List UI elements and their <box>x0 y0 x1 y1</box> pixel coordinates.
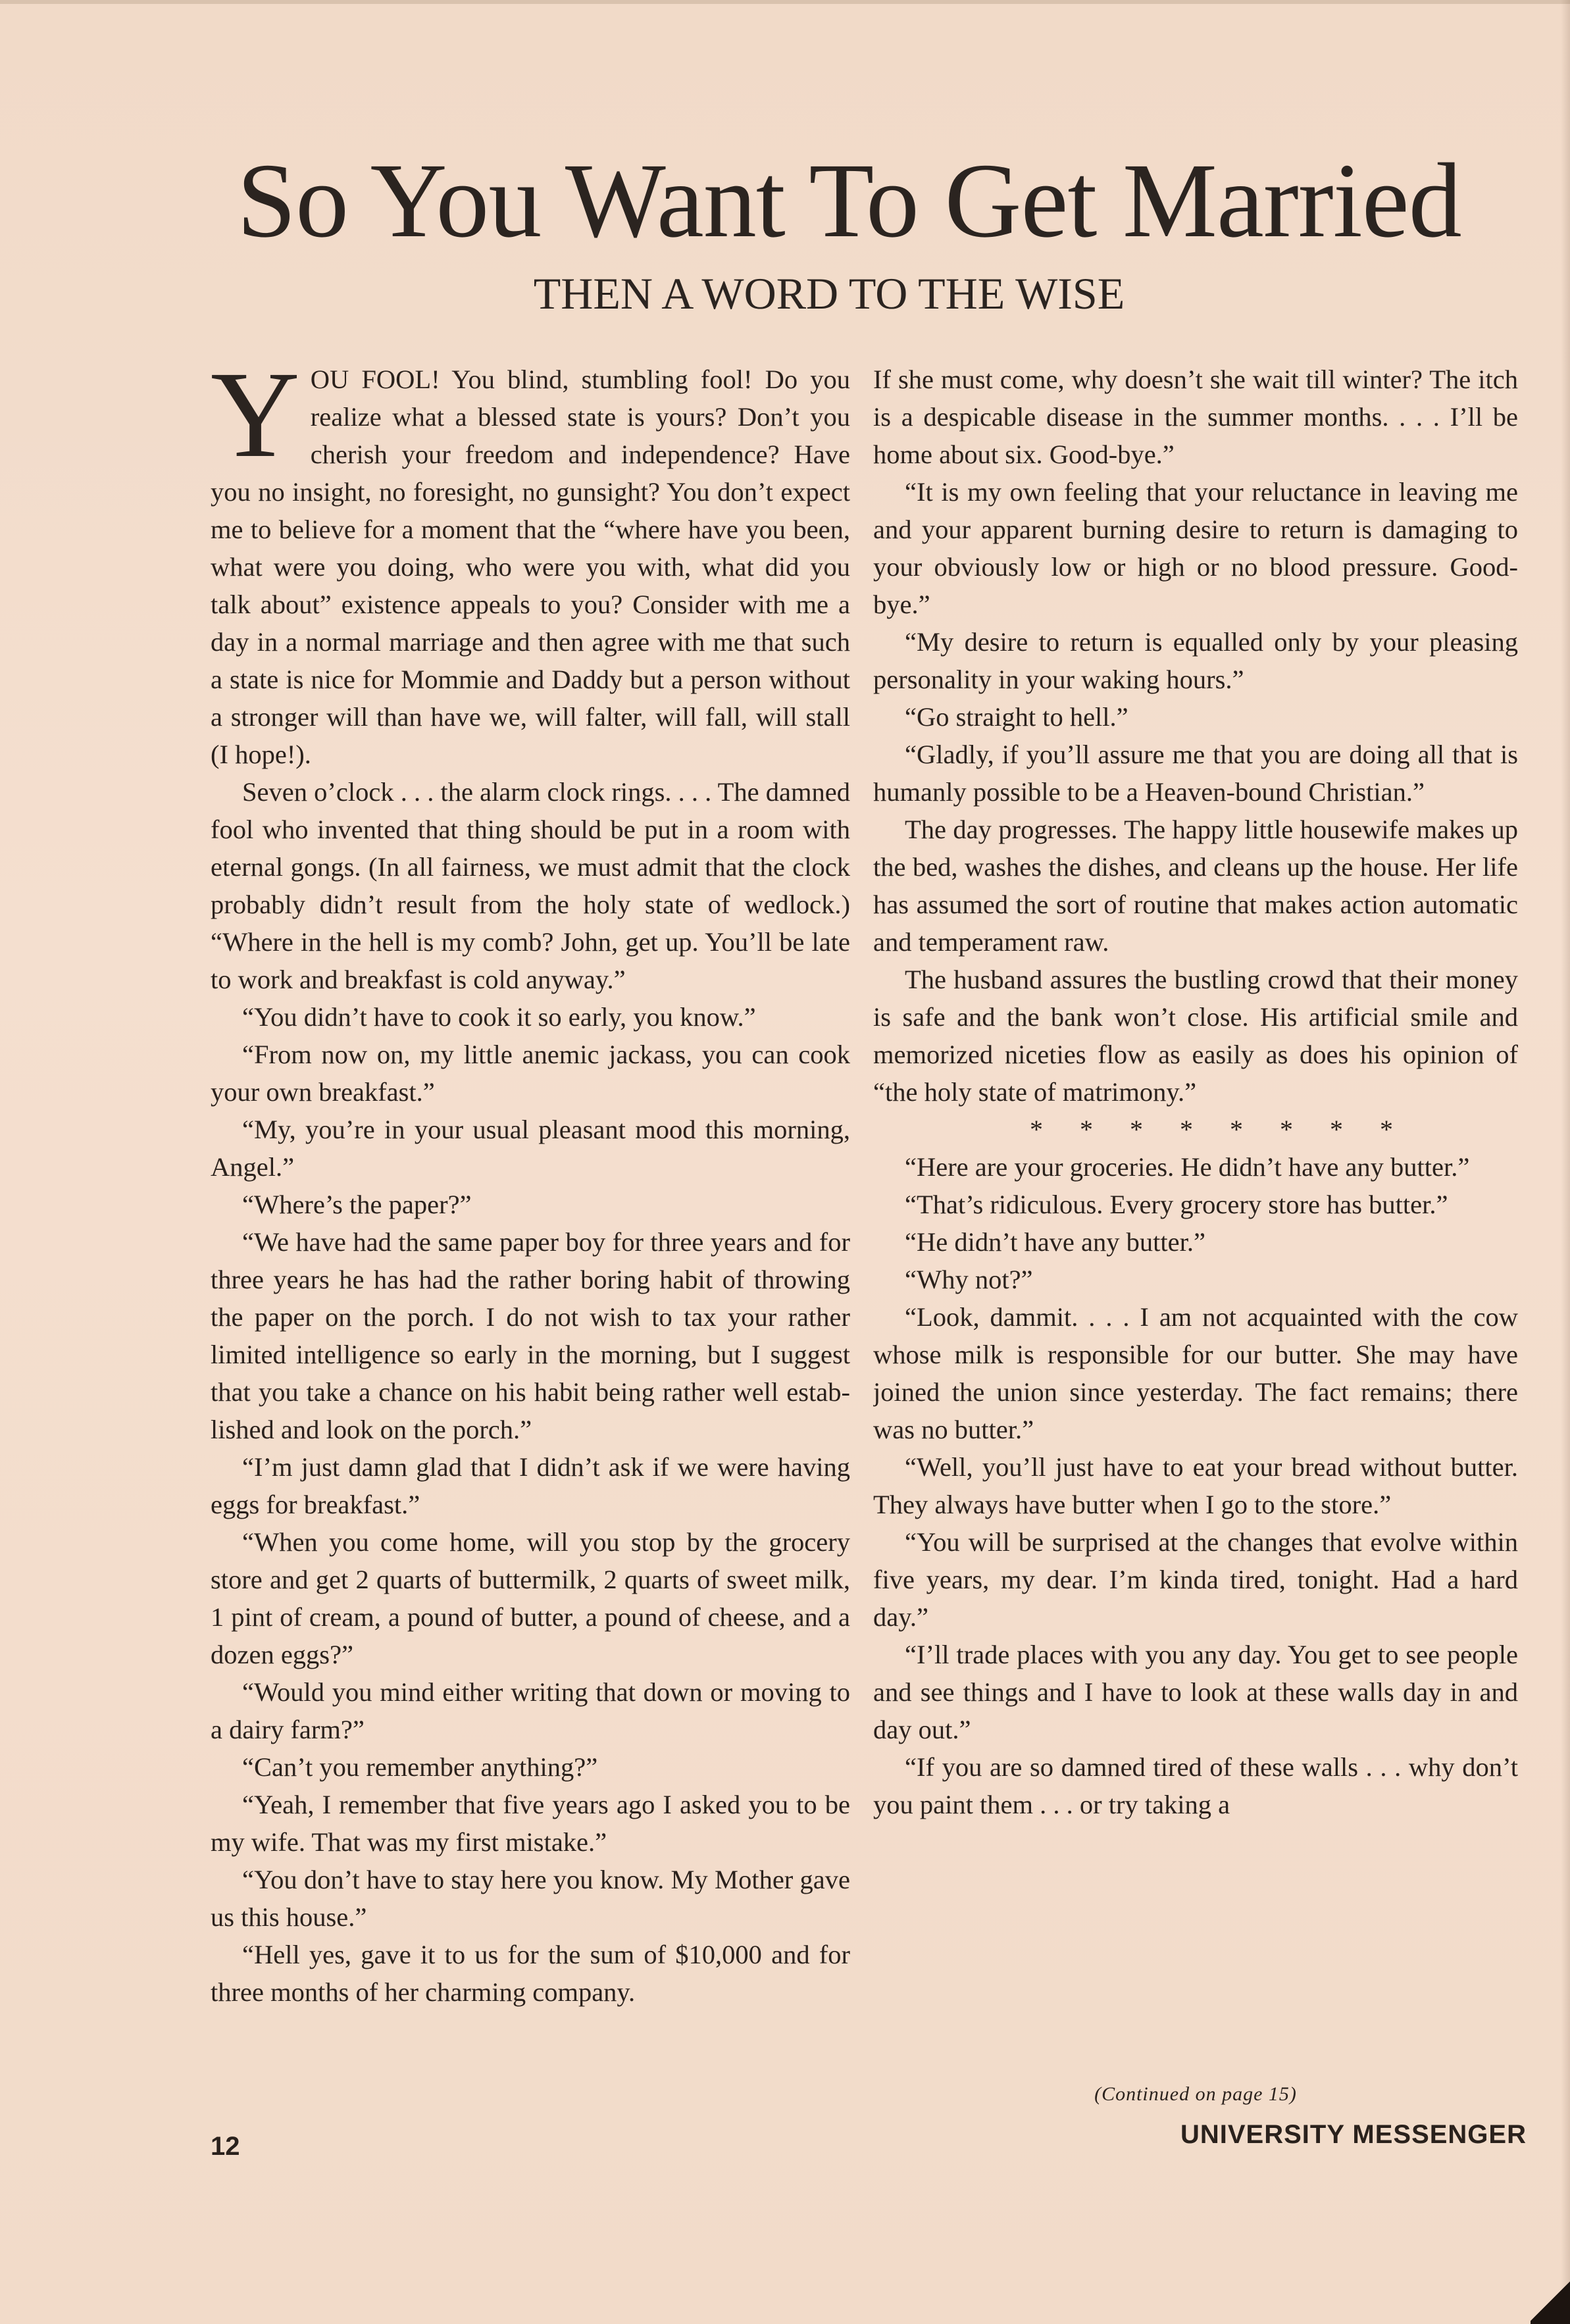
continued-note: (Continued on page 15) <box>1094 2083 1297 2105</box>
paragraph: “It is my own feeling that your reluctance in leaving me and your apparent burning desire to return is damaging to your obviously low or high or no blood pressure. Good-bye.” <box>873 477 1518 619</box>
paragraph: “You will be surprised at the changes that evolve within five years, my dear. I’m kinda tired, tonight. Had a hard day.” <box>873 1527 1518 1632</box>
paragraph: “You didn’t have to cook it so early, you know.” <box>242 1002 756 1032</box>
paragraph: “You don’t have to stay here you know. My Mother gave us this house.” <box>211 1865 850 1932</box>
right-column <box>873 361 1518 2084</box>
paragraph: “I’m just damn glad that I didn’t ask if we were having eggs for breakfast.” <box>211 1452 850 1519</box>
paragraph: “Go straight to hell.” <box>905 702 1128 732</box>
article-subtitle: THEN A WORD TO THE WISE <box>533 268 1125 318</box>
drop-cap: Y <box>211 361 300 483</box>
paragraph: “Yeah, I remember that five years ago I asked you to be my wife. That was my first mistake.” <box>211 1790 850 1857</box>
paragraph: “Look, dammit. . . . I am not acquainted with the cow whose milk is responsible for our butter. She may have joined the union since yesterday. The fact remains; there was no butter.” <box>873 1302 1518 1444</box>
paragraph: “He didn’t have any butter.” <box>905 1227 1205 1257</box>
page-corner-fold <box>1531 2278 1570 2324</box>
paragraph: “Would you mind either writing that down or moving to a dairy farm?” <box>211 1677 850 1744</box>
paragraph: “Well, you’ll just have to eat your bread without butter. They always have butter when I go to the store.” <box>873 1452 1518 1519</box>
paragraph: “I’ll trade places with you any day. You get to see people and see things and I have to look at these walls day in and day out.” <box>873 1640 1518 1744</box>
paragraph: If she must come, why doesn’t she wait till winter? The itch is a despicable disease in the summer months. . . . I’ll be home about six. Good-bye.” <box>873 365 1518 469</box>
paragraph: “If you are so damned tired of these walls . . . why don’t you paint them . . . or try taking a <box>873 1752 1518 1819</box>
paragraph: The husband assures the bustling crowd that their money is safe and the bank won’t close. His artificial smile and memorized niceties flow as easily as does his opinion of “the holy state of matrimony.” <box>873 965 1518 1107</box>
paragraph: “Where’s the paper?” <box>242 1190 472 1219</box>
opening-paragraph-text: OU FOOL! You blind, stumbling fool! Do you realize what a blessed state is yours? Don’t you cherish your freedom and independence? Have you no insight, no foresight, no gunsight? You don’t expect me to believe for a moment that the “where have you been, what were you doing, who were you with, what did you talk about” existence appeals to you? Consider with me a day in a normal marriage and then agree with me that such a state is nice for Mommie and Daddy but a person without a stronger will than have we, will falter, will fall, will stall (I hope!). <box>211 365 850 769</box>
paragraph: “My desire to return is equalled only by your pleasing personality in your waking hours.” <box>873 627 1518 694</box>
left-column <box>211 361 850 2084</box>
paragraph: “Gladly, if you’ll assure me that you are doing all that is humanly possible to be a Heaven-bound Christian.” <box>873 740 1518 807</box>
paragraph: “That’s ridiculous. Every grocery store has butter.” <box>905 1190 1448 1219</box>
publication-name: UNIVERSITY MESSENGER <box>1180 2120 1527 2149</box>
section-break: * * * * * * * * <box>1030 1115 1393 1144</box>
paragraph: “From now on, my little anemic jackass, you can cook your own breakfast.” <box>211 1040 850 1107</box>
page-right-shadow <box>1561 0 1570 2324</box>
paragraph: The day progresses. The happy little housewife makes up the bed, washes the dishes, and cleans up the house. Her life has assumed the sort of routine that makes action automatic and temperament raw. <box>873 815 1518 957</box>
page-top-edge <box>0 0 1570 4</box>
article-title: So You Want To Get Married <box>237 142 1461 260</box>
page-number: 12 <box>211 2132 240 2161</box>
paragraph: “Here are your groceries. He didn’t have any butter.” <box>905 1152 1470 1182</box>
paragraph: “We have had the same paper boy for three years and for three years he has had the rather boring habit of throwing the paper on the porch. I do not wish to tax your rather limited intelligence so early in the morning, but I suggest that you take a chance on his habit being rather well established and look on the porch.” <box>211 1227 850 1444</box>
paragraph: “When you come home, will you stop by the grocery store and get 2 quarts of buttermilk, 2 quarts of sweet milk, 1 pint of cream, a pound of butter, a pound of cheese, and a dozen eggs?” <box>211 1527 850 1669</box>
paragraph: Seven o’clock . . . the alarm clock rings. . . . The damned fool who invented that thing should be put in a room with eternal gongs. (In all fairness, we must admit that the clock probably didn’t result from the holy state of wedlock.) “Where in the hell is my comb? John, get up. You’ll be late to work and breakfast is cold anyway.” <box>211 777 850 994</box>
paragraph: “My, you’re in your usual pleasant mood this morning, Angel.” <box>211 1115 850 1182</box>
paragraph: “Can’t you remember anything?” <box>242 1752 598 1782</box>
opening-paragraph <box>211 361 850 773</box>
paragraph: “Why not?” <box>905 1265 1033 1294</box>
paragraph: “Hell yes, gave it to us for the sum of $10,000 and for three months of her charming company. <box>211 1940 850 2007</box>
